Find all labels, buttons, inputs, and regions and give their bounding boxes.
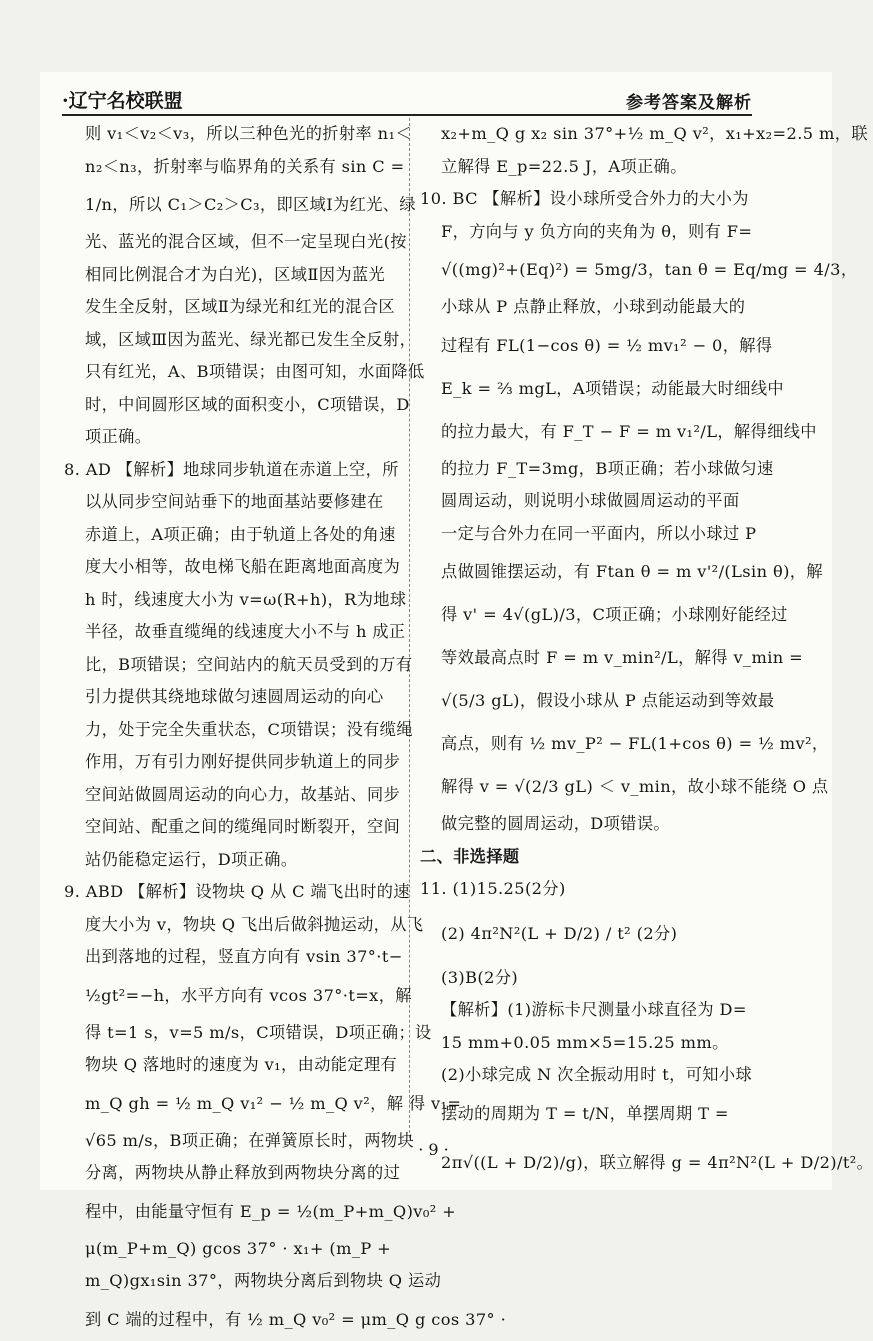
text-line: n₂＜n₃，折射率与临界角的关系有 sin C = — [85, 156, 405, 176]
text-line: 程中，由能量守恒有 E_p = ½(m_P+m_Q)v₀² + — [85, 1201, 457, 1221]
text-line: 力，处于完全失重状态，C项错误；没有缆绳 — [85, 719, 413, 739]
text-line: 项正确。 — [85, 427, 152, 446]
header-publisher: ·辽宁名校联盟 — [62, 90, 183, 112]
text-line: E_k = ⅔ mgL，A项错误；动能最大时细线中 — [441, 378, 784, 398]
text-line: 度大小相等，故电梯飞船在距离地面高度为 — [85, 557, 401, 576]
page-header — [62, 84, 752, 116]
text-line: 摆动的周期为 T = t/N，单摆周期 T = — [441, 1103, 729, 1123]
text-line: (2)小球完成 N 次全振动用时 t，可知小球 — [441, 1065, 753, 1084]
text-line: 到 C 端的过程中，有 ½ m_Q v₀² = μm_Q g cos 37° · — [85, 1309, 507, 1329]
text-line: 15 mm+0.05 mm×5=15.25 mm。 — [441, 1032, 729, 1052]
text-line: F，方向与 y 负方向的夹角为 θ，则有 F= — [441, 221, 753, 241]
text-line: 只有红光，A、B项错误；由图可知，水面降低 — [85, 362, 425, 381]
text-line: 发生全反射，区域Ⅱ为绿光和红光的混合区 — [85, 297, 395, 316]
text-line: 比，B项错误；空间站内的航天员受到的万有 — [85, 654, 413, 674]
text-line: 赤道上，A项正确；由于轨道上各处的角速 — [85, 524, 396, 544]
text-line: (2) 4π²N²(L + D/2) / t² (2分) — [441, 923, 678, 943]
text-line: 9. ABD 【解析】设物块 Q 从 C 端飞出时的速 — [64, 882, 410, 901]
text-line: x₂+m_Q g x₂ sin 37°+½ m_Q v²，x₁+x₂=2.5 m，联 — [441, 124, 868, 143]
text-line: 作用，万有引力刚好提供同步轨道上的同步 — [85, 752, 401, 771]
text-line: 度大小为 v，物块 Q 飞出后做斜抛运动，从飞 — [85, 914, 424, 934]
text-line: 出到落地的过程，竖直方向有 vsin 37°·t− — [85, 947, 403, 966]
text-line: 空间站、配重之间的缆绳同时断裂开，空间 — [85, 817, 401, 836]
text-line: 相同比例混合才为白光)，区域Ⅱ因为蓝光 — [85, 264, 386, 284]
page-number: · 9 · — [418, 1140, 449, 1159]
text-line: 站仍能稳定运行，D项正确。 — [85, 849, 298, 869]
text-line: 光、蓝光的混合区域，但不一定呈现白光(按 — [85, 232, 407, 251]
right-column — [420, 118, 873, 1191]
text-line: (3)B(2分) — [441, 967, 519, 987]
text-line: ½gt²=−h，水平方向有 vcos 37°·t=x，解 — [85, 985, 412, 1005]
text-line: 1/n，所以 C₁＞C₂＞C₃，即区域Ⅰ为红光、绿 — [85, 195, 416, 214]
text-line: 等效最高点时 F = m v_min²/L，解得 v_min = — [441, 648, 804, 667]
text-line: 【解析】(1)游标卡尺测量小球直径为 D= — [441, 1000, 747, 1019]
text-line: 一定与合外力在同一平面内，所以小球过 P — [441, 523, 757, 543]
text-line: 10. BC 【解析】设小球所受合外力的大小为 — [420, 189, 749, 208]
text-line: 则 v₁＜v₂＜v₃，所以三种色光的折射率 n₁＜ — [85, 124, 412, 143]
text-line: 域，区域Ⅲ因为蓝光、绿光都已发生全反射， — [85, 329, 417, 349]
text-line: √(5/3 gL)，假设小球从 P 点能运动到等效最 — [441, 691, 775, 710]
text-line: 高点，则有 ½ mv_P² − FL(1+cos θ) = ½ mv²， — [441, 734, 829, 753]
text-line: 过程有 FL(1−cos θ) = ½ mv₁² − 0，解得 — [441, 335, 773, 355]
text-line: 分离，两物块从静止释放到两物块分离的过 — [85, 1163, 401, 1182]
text-line: 点做圆锥摆运动，有 Ftan θ = m v'²/(Lsin θ)，解 — [441, 562, 823, 581]
text-line: √((mg)²+(Eq)²) = 5mg/3，tan θ = Eq/mg = 4/3， — [441, 260, 858, 279]
text-line: 做完整的圆周运动，D项错误。 — [441, 814, 671, 833]
text-line: 得 v' = 4√(gL)/3，C项正确；小球刚好能经过 — [441, 605, 788, 624]
text-line: 小球从 P 点静止释放，小球到动能最大的 — [441, 297, 746, 316]
header-section-title: 参考答案及解析 — [626, 93, 752, 113]
text-line: 的拉力最大，有 F_T − F = m v₁²/L，解得细线中 — [441, 421, 817, 441]
text-line: 圆周运动，则说明小球做圆周运动的平面 — [441, 491, 740, 510]
text-line: 解得 v = √(2/3 gL) ＜ v_min，故小球不能绕 O 点 — [441, 777, 829, 796]
text-line: m_Q gh = ½ m_Q v₁² − ½ m_Q v²，解 得 v₁= — [85, 1093, 462, 1113]
text-line: 立解得 E_p=22.5 J，A项正确。 — [441, 156, 687, 176]
text-line: 半径，故垂直缆绳的线速度大小不与 h 成正 — [85, 622, 406, 641]
text-line: h 时，线速度大小为 v=ω(R+h)，R为地球 — [85, 589, 407, 609]
text-line: 物块 Q 落地时的速度为 v₁，由动能定理有 — [85, 1055, 398, 1074]
text-line: √65 m/s，B项正确；在弹簧原长时，两物块 — [85, 1130, 415, 1150]
text-line: 的拉力 F_T=3mg，B项正确；若小球做匀速 — [441, 458, 774, 478]
text-line: 8. AD 【解析】地球同步轨道在赤道上空，所 — [64, 459, 399, 479]
text-line: m_Q)gx₁sin 37°，两物块分离后到物块 Q 运动 — [85, 1271, 442, 1290]
text-line: 空间站做圆周运动的向心力，故基站、同步 — [85, 784, 401, 804]
text-line: 得 t=1 s，v=5 m/s，C项错误，D项正确；设 — [85, 1022, 432, 1042]
text-line: 以从同步空间站垂下的地面基站要修建在 — [85, 492, 384, 511]
text-line: 引力提供其绕地球做匀速圆周运动的向心 — [85, 687, 384, 706]
text-line: 11. (1)15.25(2分) — [420, 879, 566, 898]
text-line: 二、非选择题 — [420, 846, 520, 866]
text-line: 2π√((L + D/2)/g)，联立解得 g = 4π²N²(L + D/2)/t²。 — [441, 1152, 873, 1172]
text-line: 时，中间圆形区域的面积变小，C项错误，D — [85, 394, 410, 414]
text-line: μ(m_P+m_Q) gcos 37° · x₁+ (m_P + — [85, 1238, 392, 1258]
